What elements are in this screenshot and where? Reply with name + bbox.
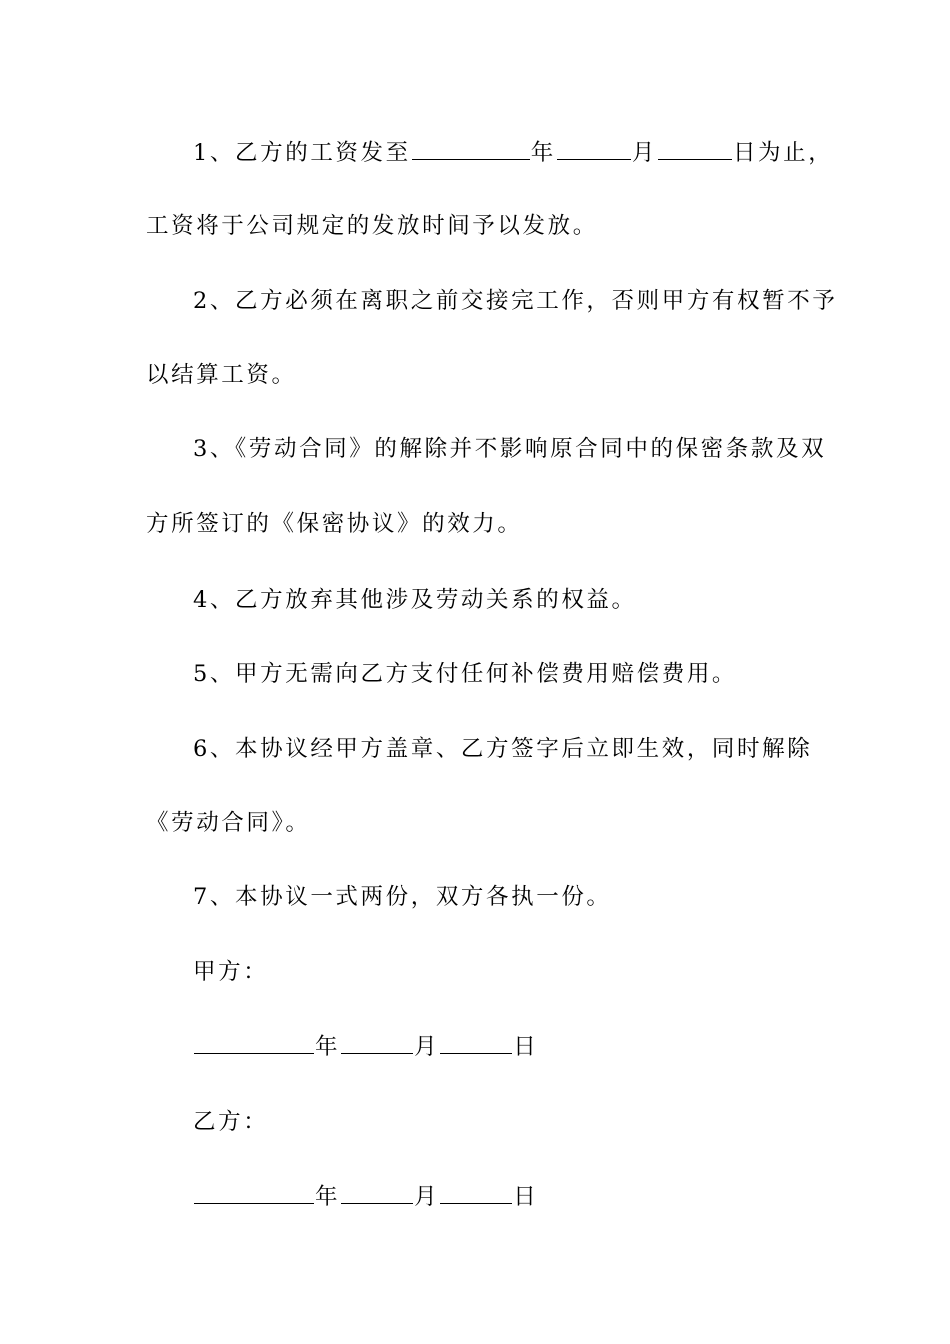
party-b-date-line — [193, 1181, 873, 1213]
party-a-label: 甲方： — [193, 959, 269, 985]
clause-3-line-1: 3、《劳动合同》的解除并不影响原合同中的保密条款及双 — [193, 436, 827, 462]
clause-6-line-1: 6、本协议经甲方盖章、乙方签字后立即生效，同时解除 — [193, 736, 813, 762]
party-b-year-blank — [194, 1183, 314, 1204]
month-label: 月 — [631, 140, 657, 166]
party-a-month-blank — [341, 1033, 413, 1054]
date-year-blank — [412, 139, 530, 160]
party-b-day-label: 日 — [513, 1184, 539, 1210]
party-b-month-label: 月 — [414, 1184, 440, 1210]
date-month-blank — [557, 139, 631, 160]
party-b-label: 乙方： — [193, 1109, 269, 1135]
party-a-day-label: 日 — [513, 1034, 539, 1060]
clause-5: 5、甲方无需向乙方支付任何补偿费用赔偿费用。 — [193, 661, 738, 687]
clause-1-line-2: 工资将于公司规定的发放时间予以发放。 — [146, 213, 598, 239]
clause-1-line-1 — [193, 137, 873, 169]
party-a-year-blank — [194, 1033, 314, 1054]
party-a-day-blank — [440, 1033, 512, 1054]
party-a-year-label: 年 — [315, 1034, 341, 1060]
party-b-day-blank — [440, 1183, 512, 1204]
clause-1-prefix: 1、乙方的工资发至 — [193, 140, 411, 166]
date-day-blank — [658, 139, 732, 160]
clause-7: 7、本协议一式两份，双方各执一份。 — [193, 884, 612, 910]
party-b-month-blank — [341, 1183, 413, 1204]
year-label: 年 — [530, 140, 556, 166]
clause-4: 4、乙方放弃其他涉及劳动关系的权益。 — [193, 587, 637, 613]
clause-6-line-2: 《劳动合同》。 — [146, 810, 311, 836]
clause-2-line-2: 以结算工资。 — [146, 362, 297, 388]
clause-3-line-2: 方所签订的《保密协议》的效力。 — [146, 511, 523, 537]
party-a-month-label: 月 — [414, 1034, 440, 1060]
party-b-year-label: 年 — [315, 1184, 341, 1210]
party-a-date-line — [193, 1031, 873, 1063]
clause-2-line-1: 2、乙方必须在离职之前交接完工作，否则甲方有权暂不予 — [193, 288, 838, 314]
day-suffix: 日为止， — [732, 140, 834, 166]
